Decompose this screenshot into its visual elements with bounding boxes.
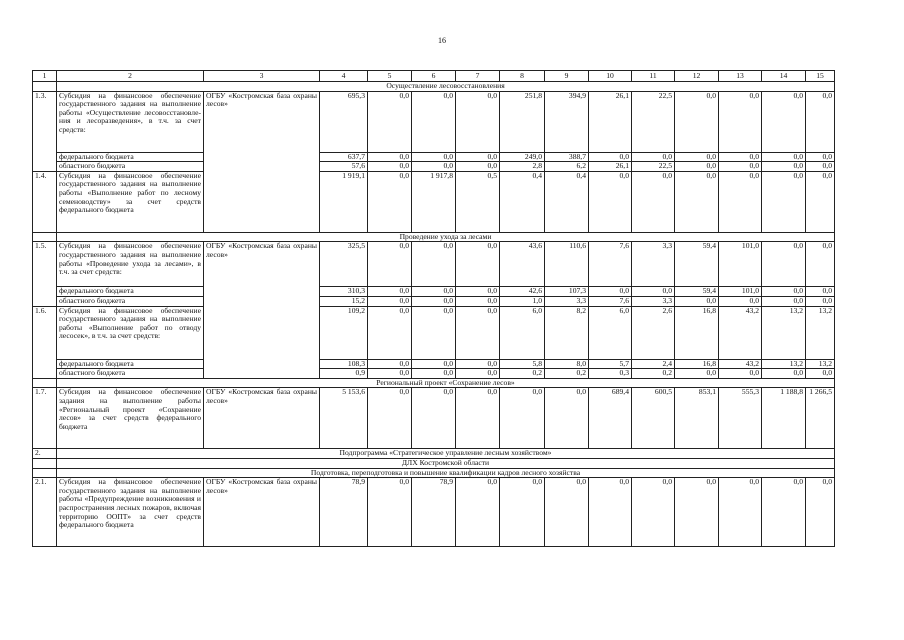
value-cell: 101,0 [719, 287, 762, 297]
value-cell: 0,0 [719, 162, 762, 172]
value-cell: 0,0 [762, 296, 806, 306]
value-cell: 26,1 [589, 162, 632, 172]
value-cell: 15,2 [320, 296, 368, 306]
row-description: Субсидия на финансовое обеспечение государственного задания на выполнение работы «Проведение ухода за лесами», в т.ч. за счет средств: [57, 242, 204, 287]
value-cell: 0,0 [806, 287, 835, 297]
row-description: Субсидия на финансовое обеспечение государственного задания на выполнение работы «Предупреждение возникновения и распространения лесных пожаров, включая территорию ООПТ» за счет средств федерального бюджета [57, 478, 204, 547]
column-header: 8 [500, 71, 545, 82]
value-cell: 0,0 [719, 91, 762, 152]
column-header: 6 [412, 71, 456, 82]
value-cell: 0,0 [675, 162, 719, 172]
value-cell: 0,0 [456, 287, 500, 297]
column-header: 7 [456, 71, 500, 82]
row-description: областного бюджета [57, 369, 204, 379]
row-description: Субсидия на финансовое обеспечение государственного задания на выполнение работы «Выполнение работ по лесному семеноводству» за счет средств федерального бюджета [57, 171, 204, 232]
column-header: 10 [589, 71, 632, 82]
value-cell: 8,2 [545, 306, 589, 359]
value-cell: 0,0 [719, 152, 762, 162]
value-cell: 6,0 [589, 306, 632, 359]
value-cell: 0,0 [368, 162, 412, 172]
table-row [33, 296, 835, 306]
row-description: федерального бюджета [57, 152, 204, 162]
table-row [33, 287, 835, 297]
column-header: 3 [204, 71, 320, 82]
value-cell: 5 153,6 [320, 388, 368, 449]
value-cell: 0,0 [762, 478, 806, 547]
value-cell: 0,0 [719, 478, 762, 547]
value-cell: 555,3 [719, 388, 762, 449]
value-cell: 109,2 [320, 306, 368, 359]
table-body [33, 71, 835, 547]
section-code-cell [33, 232, 57, 242]
value-cell: 6,2 [545, 162, 589, 172]
value-cell: 0,0 [368, 478, 412, 547]
value-cell: 1 266,5 [806, 388, 835, 449]
value-cell: 0,0 [762, 162, 806, 172]
value-cell: 0,0 [806, 171, 835, 232]
table-row [33, 306, 835, 359]
value-cell: 0,0 [806, 91, 835, 152]
value-cell: 251,8 [500, 91, 545, 152]
column-header: 1 [33, 71, 57, 82]
value-cell: 0,0 [719, 369, 762, 379]
section-code-cell [33, 82, 57, 92]
value-cell: 0,0 [589, 287, 632, 297]
column-header: 14 [762, 71, 806, 82]
value-cell: 0,0 [675, 478, 719, 547]
row-description: областного бюджета [57, 162, 204, 172]
value-cell: 7,6 [589, 296, 632, 306]
value-cell: 13,2 [806, 359, 835, 369]
value-cell: 600,5 [632, 388, 675, 449]
value-cell: 388,7 [545, 152, 589, 162]
value-cell: 0,0 [675, 171, 719, 232]
value-cell: 249,0 [500, 152, 545, 162]
value-cell: 3,3 [632, 296, 675, 306]
row-description: федерального бюджета [57, 287, 204, 297]
value-cell: 0,0 [456, 359, 500, 369]
column-header: 13 [719, 71, 762, 82]
value-cell: 0,0 [456, 152, 500, 162]
value-cell: 0,5 [456, 171, 500, 232]
value-cell: 1 188,8 [762, 388, 806, 449]
value-cell: 0,0 [719, 171, 762, 232]
value-cell: 637,7 [320, 152, 368, 162]
value-cell: 695,3 [320, 91, 368, 152]
value-cell: 7,6 [589, 242, 632, 287]
value-cell: 0,0 [368, 306, 412, 359]
value-cell: 0,0 [589, 152, 632, 162]
value-cell: 853,1 [675, 388, 719, 449]
column-header: 4 [320, 71, 368, 82]
value-cell: 394,9 [545, 91, 589, 152]
row-description: Субсидия на финансовое обеспечение задания на выполнение работы «Региональный проект «Сохранение лесов» за счет средств федерального бюджета [57, 388, 204, 449]
value-cell: 0,0 [762, 287, 806, 297]
section-title: Проведение ухода за лесами [57, 232, 835, 242]
value-cell: 0,0 [412, 388, 456, 449]
value-cell: 13,2 [762, 359, 806, 369]
value-cell: 0,0 [762, 369, 806, 379]
value-cell: 42,6 [500, 287, 545, 297]
value-cell: 0,0 [632, 152, 675, 162]
table-row [33, 91, 835, 152]
value-cell: 0,0 [368, 296, 412, 306]
column-header-row [33, 71, 835, 82]
value-cell: 57,6 [320, 162, 368, 172]
value-cell: 0,0 [412, 296, 456, 306]
column-header: 11 [632, 71, 675, 82]
row-code: 2.1. [33, 478, 57, 547]
row-code: 1.6. [33, 306, 57, 378]
value-cell: 107,3 [545, 287, 589, 297]
value-cell: 5,8 [500, 359, 545, 369]
value-cell: 6,0 [500, 306, 545, 359]
section-row [33, 378, 835, 388]
value-cell: 0,2 [545, 369, 589, 379]
value-cell: 0,0 [806, 162, 835, 172]
value-cell: 0,0 [719, 296, 762, 306]
value-cell: 0,0 [412, 369, 456, 379]
executor-cell: ОГБУ «Костромская база охраны лесов» [204, 242, 320, 378]
value-cell: 0,0 [456, 306, 500, 359]
value-cell: 0,0 [412, 91, 456, 152]
section-title: Осуществление лесовосстановления [57, 82, 835, 92]
subprogram-title: Подпрограмма «Стратегическое управление лесным хозяйством» [57, 449, 835, 459]
value-cell: 0,0 [500, 388, 545, 449]
value-cell: 16,8 [675, 306, 719, 359]
value-cell: 0,0 [675, 91, 719, 152]
value-cell: 0,0 [456, 388, 500, 449]
value-cell: 101,0 [719, 242, 762, 287]
value-cell: 108,3 [320, 359, 368, 369]
value-cell: 0,0 [589, 478, 632, 547]
value-cell: 0,0 [368, 171, 412, 232]
value-cell: 0,0 [368, 369, 412, 379]
table-row [33, 162, 835, 172]
value-cell: 310,3 [320, 287, 368, 297]
value-cell: 0,0 [545, 388, 589, 449]
column-header: 2 [57, 71, 204, 82]
value-cell: 0,0 [456, 242, 500, 287]
value-cell: 2,4 [632, 359, 675, 369]
value-cell: 1 919,1 [320, 171, 368, 232]
row-description: областного бюджета [57, 296, 204, 306]
value-cell: 43,6 [500, 242, 545, 287]
value-cell: 325,5 [320, 242, 368, 287]
table-row [33, 388, 835, 449]
value-cell: 0,9 [320, 369, 368, 379]
value-cell: 0,4 [545, 171, 589, 232]
department-title: ДЛХ Костромской области [57, 458, 835, 468]
value-cell: 0,0 [412, 306, 456, 359]
value-cell: 2,8 [500, 162, 545, 172]
value-cell: 0,0 [675, 296, 719, 306]
section-title: Региональный проект «Сохранение лесов» [57, 378, 835, 388]
value-cell: 110,6 [545, 242, 589, 287]
value-cell: 0,0 [456, 91, 500, 152]
value-cell: 0,0 [762, 91, 806, 152]
section-code-cell [33, 468, 57, 478]
value-cell: 3,3 [632, 242, 675, 287]
value-cell: 0,0 [675, 369, 719, 379]
table-row [33, 369, 835, 379]
table-row [33, 478, 835, 547]
column-header: 5 [368, 71, 412, 82]
value-cell: 0,0 [632, 478, 675, 547]
section-row [33, 232, 835, 242]
value-cell: 0,0 [412, 152, 456, 162]
value-cell: 13,2 [806, 306, 835, 359]
row-code: 1.3. [33, 91, 57, 171]
value-cell: 0,0 [412, 162, 456, 172]
value-cell: 0,0 [632, 171, 675, 232]
page-number: 16 [438, 36, 446, 45]
value-cell: 59,4 [675, 242, 719, 287]
value-cell: 0,0 [456, 162, 500, 172]
value-cell: 0,2 [632, 369, 675, 379]
value-cell: 0,0 [589, 171, 632, 232]
row-code: 1.5. [33, 242, 57, 306]
value-cell: 0,0 [368, 388, 412, 449]
table-row [33, 242, 835, 287]
value-cell: 0,0 [632, 287, 675, 297]
row-description: Субсидия на финансовое обеспечение государственного задания на выполнение работы «Выполнение работ по отводу лесосек», в т.ч. за счет средств: [57, 306, 204, 359]
value-cell: 78,9 [320, 478, 368, 547]
value-cell: 0,0 [675, 152, 719, 162]
value-cell: 22,5 [632, 162, 675, 172]
value-cell: 5,7 [589, 359, 632, 369]
value-cell: 43,2 [719, 306, 762, 359]
value-cell: 0,0 [500, 478, 545, 547]
value-cell: 0,0 [368, 242, 412, 287]
value-cell: 0,0 [412, 359, 456, 369]
column-header: 9 [545, 71, 589, 82]
executor-cell: ОГБУ «Костромская база охраны лесов» [204, 388, 320, 449]
row-code: 1.4. [33, 171, 57, 232]
value-cell: 0,0 [412, 287, 456, 297]
value-cell: 0,0 [806, 369, 835, 379]
value-cell: 0,0 [368, 91, 412, 152]
value-cell: 3,3 [545, 296, 589, 306]
section-row [33, 468, 835, 478]
value-cell: 22,5 [632, 91, 675, 152]
subprogram-row [33, 449, 835, 459]
section-row [33, 82, 835, 92]
row-description: Субсидия на финансовое обеспечение государственного задания на выполнение работы «Осуществление лесовосстановле-ния и лесоразведения», в т.ч. за счет средств: [57, 91, 204, 152]
column-header: 15 [806, 71, 835, 82]
section-code-cell [33, 458, 57, 468]
value-cell: 13,2 [762, 306, 806, 359]
value-cell: 16,8 [675, 359, 719, 369]
row-code: 2. [33, 449, 57, 459]
table-row [33, 152, 835, 162]
value-cell: 0,0 [545, 478, 589, 547]
department-row [33, 458, 835, 468]
value-cell: 0,0 [368, 359, 412, 369]
value-cell: 0,0 [806, 296, 835, 306]
value-cell: 0,3 [589, 369, 632, 379]
row-description: федерального бюджета [57, 359, 204, 369]
value-cell: 8,0 [545, 359, 589, 369]
section-code-cell [33, 378, 57, 388]
value-cell: 689,4 [589, 388, 632, 449]
value-cell: 0,0 [806, 152, 835, 162]
value-cell: 78,9 [412, 478, 456, 547]
value-cell: 43,2 [719, 359, 762, 369]
value-cell: 26,1 [589, 91, 632, 152]
value-cell: 0,4 [500, 171, 545, 232]
table-row [33, 171, 835, 232]
value-cell: 0,0 [456, 369, 500, 379]
column-header: 12 [675, 71, 719, 82]
value-cell: 0,0 [806, 478, 835, 547]
value-cell: 0,0 [456, 478, 500, 547]
section-title: Подготовка, переподготовка и повышение квалификации кадров лесного хозяйства [57, 468, 835, 478]
value-cell: 0,2 [500, 369, 545, 379]
value-cell: 59,4 [675, 287, 719, 297]
value-cell: 0,0 [456, 296, 500, 306]
row-code: 1.7. [33, 388, 57, 449]
value-cell: 0,0 [762, 242, 806, 287]
value-cell: 0,0 [762, 152, 806, 162]
value-cell: 0,0 [762, 171, 806, 232]
value-cell: 1 917,8 [412, 171, 456, 232]
table-row [33, 359, 835, 369]
executor-cell: ОГБУ «Костромская база охраны лесов» [204, 478, 320, 547]
value-cell: 0,0 [368, 152, 412, 162]
value-cell: 0,0 [412, 242, 456, 287]
value-cell: 2,6 [632, 306, 675, 359]
value-cell: 0,0 [368, 287, 412, 297]
budget-table [32, 70, 835, 547]
value-cell: 0,0 [806, 242, 835, 287]
value-cell: 1,0 [500, 296, 545, 306]
executor-cell: ОГБУ «Костромская база охраны лесов» [204, 91, 320, 232]
